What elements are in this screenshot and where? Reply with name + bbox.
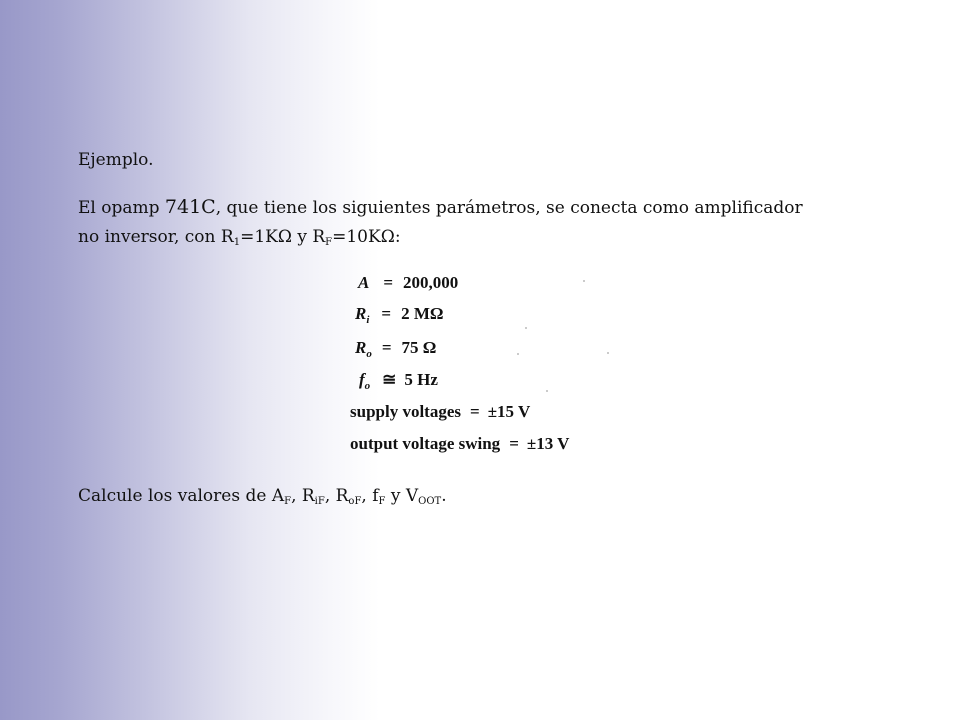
scan-speck — [546, 390, 548, 392]
param-output-voltage-swing: output voltage swing = ±13 V — [350, 434, 570, 453]
scan-speck — [607, 352, 609, 354]
problem-statement-line-1: El opamp 741C, que tiene los siguientes parámetros, se conecta como amplificador — [78, 196, 803, 218]
scan-speck — [583, 280, 585, 282]
example-heading: Ejemplo. — [78, 150, 154, 170]
param-break-frequency: $f_o$ ≅ 5 Hz — [359, 370, 438, 392]
scan-speck — [517, 353, 519, 355]
scan-speck — [525, 327, 527, 329]
param-open-loop-gain: A = 200,000 — [358, 273, 459, 292]
question-line: Calcule los valores de $A_F$, $R_{iF}$, $R_{oF}$, $f_F$ y $V_{OOT}$. — [78, 486, 447, 507]
param-input-resistance: $R_i = 2$ MΩ — [355, 304, 444, 326]
opamp-model: 741C — [164, 196, 216, 218]
problem-statement-line-2: no inversor, con $R_1=1K\Omega$ y $R_F=10K\Omega$: — [78, 227, 401, 248]
param-output-resistance: $R_o = 75$ Ω — [355, 338, 437, 360]
param-supply-voltages: supply voltages = ±15 V — [350, 402, 531, 421]
